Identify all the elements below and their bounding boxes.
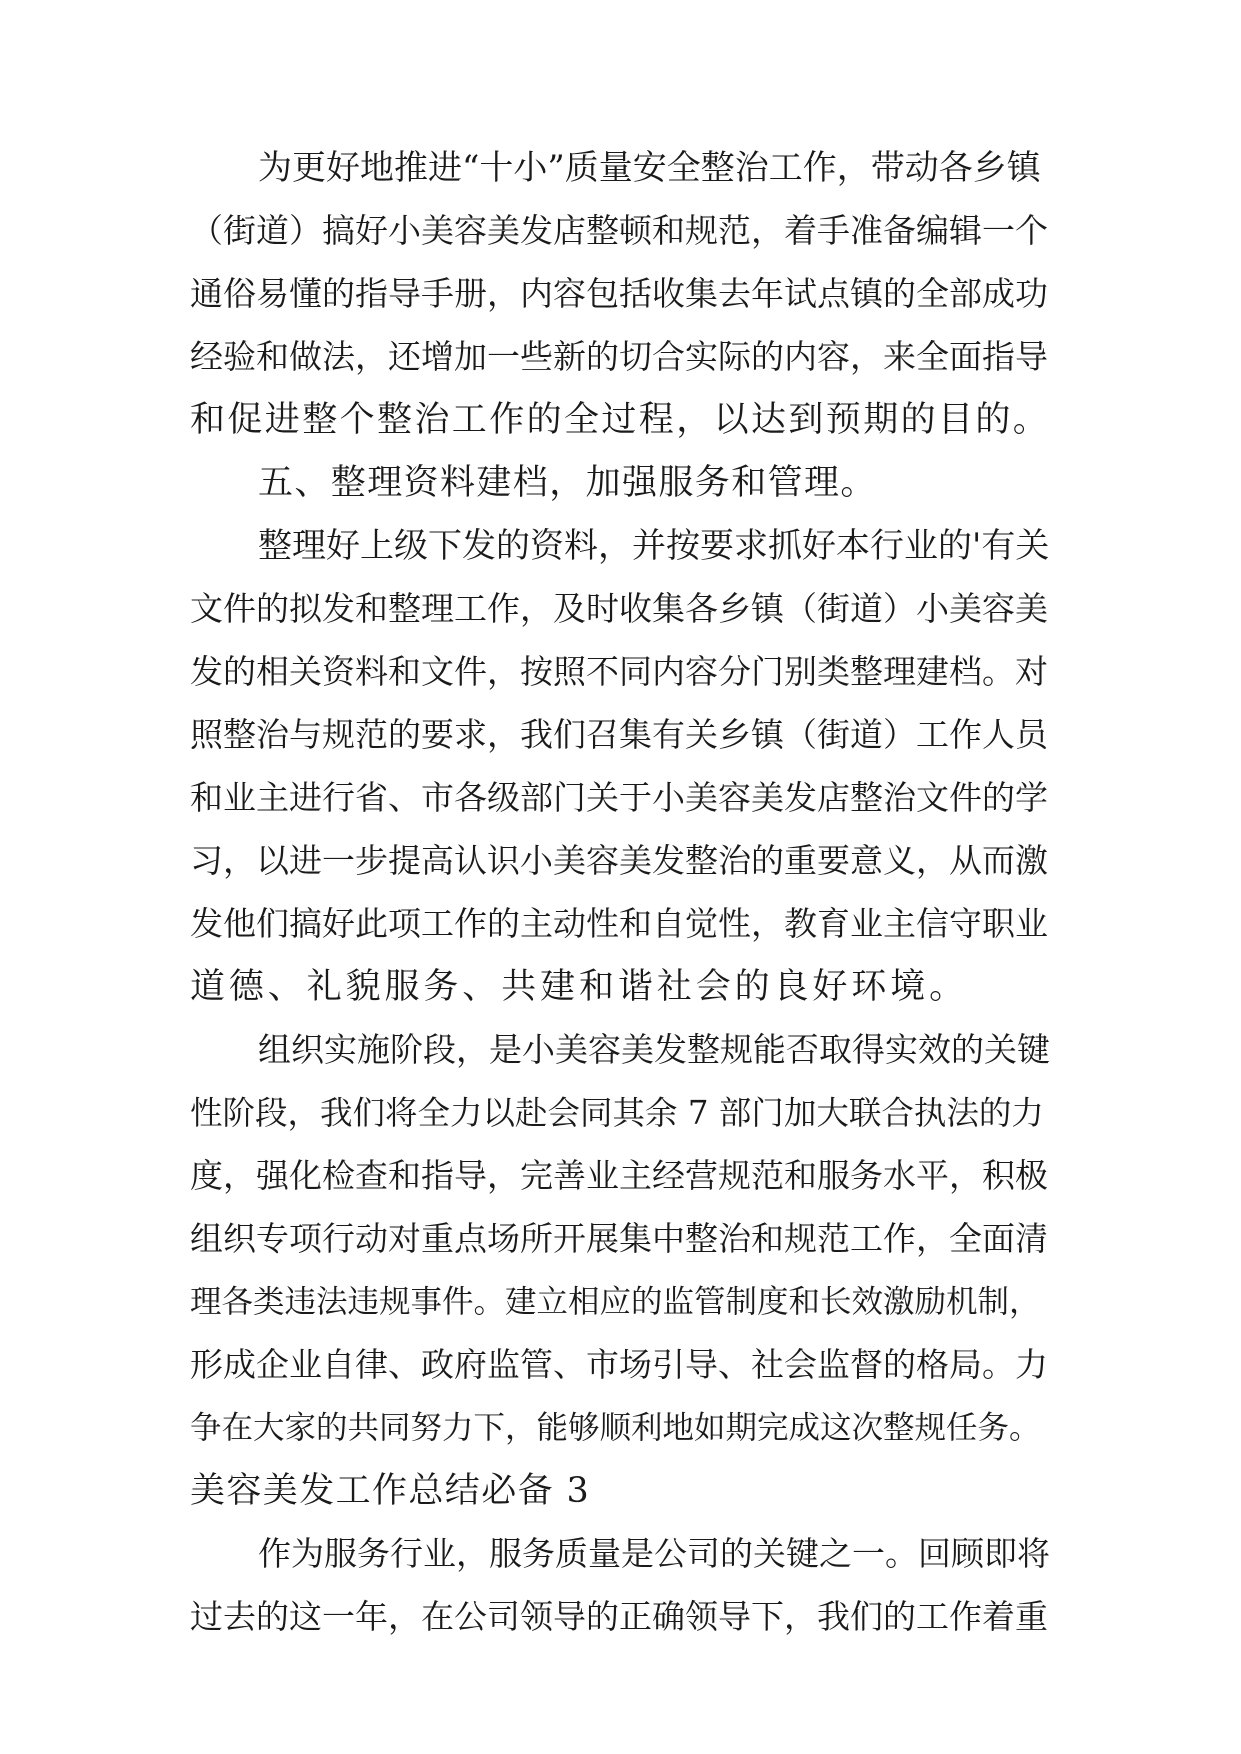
paragraph-line: 经验和做法，还增加一些新的切合实际的内容，来全面指导 (190, 337, 1048, 376)
paragraph-line: 文件的拟发和整理工作，及时收集各乡镇（街道）小美容美 (190, 589, 1048, 628)
paragraph-line: 发他们搞好此项工作的主动性和自觉性，教育业主信守职业 (190, 904, 1048, 943)
paragraph-line: 习，以进一步提高认识小美容美发整治的重要意义，从而激 (190, 841, 1048, 880)
paragraph-line: 和促进整个整治工作的全过程，以达到预期的目的。 (190, 400, 1051, 440)
paragraph-line: 照整治与规范的要求，我们召集有关乡镇（街道）工作人员 (190, 715, 1048, 754)
paragraph-line: 性阶段，我们将全力以赴会同其余 7 部门加大联合执法的力 (190, 1094, 1044, 1132)
paragraph-line: 整理好上级下发的资料，并按要求抓好本行业的'有关 (258, 526, 1050, 566)
paragraph-line: 发的相关资料和文件，按照不同内容分门别类整理建档。对 (190, 652, 1048, 691)
paragraph-line: 和业主进行省、市各级部门关于小美容美发店整治文件的学 (190, 778, 1048, 817)
section-heading: 五、整理资料建档，加强服务和管理。 (258, 463, 877, 503)
paragraph-line: 通俗易懂的指导手册，内容包括收集去年试点镇的全部成功 (190, 274, 1048, 313)
paragraph-line: 组织实施阶段，是小美容美发整规能否取得实效的关键 (258, 1030, 1050, 1069)
paragraph-line: 形成企业自律、政府监管、市场引导、社会监督的格局。力 (190, 1345, 1048, 1384)
paragraph-line: 作为服务行业，服务质量是公司的关键之一。回顾即将 (258, 1534, 1050, 1573)
paragraph-line: 为更好地推进“十小”质量安全整治工作，带动各乡镇 (258, 148, 1041, 188)
paragraph-line: 道德、礼貌服务、共建和谐社会的良好环境。 (190, 967, 969, 1007)
paragraph-line: 理各类违法违规事件。建立相应的监管制度和长效激励机制， (190, 1284, 1041, 1320)
paragraph-line: 组织专项行动对重点场所开展集中整治和规范工作，全面清 (190, 1219, 1048, 1258)
paragraph-line: 争在大家的共同努力下，能够顺利地如期完成这次整规任务。 (190, 1410, 1041, 1446)
paragraph-line: （街道）搞好小美容美发店整顿和规范，着手准备编辑一个 (190, 211, 1048, 250)
article-title: 美容美发工作总结必备 3 (190, 1471, 591, 1511)
paragraph-line: 度，强化检查和指导，完善业主经营规范和服务水平，积极 (190, 1156, 1048, 1195)
paragraph-line: 过去的这一年，在公司领导的正确领导下，我们的工作着重 (190, 1597, 1048, 1636)
